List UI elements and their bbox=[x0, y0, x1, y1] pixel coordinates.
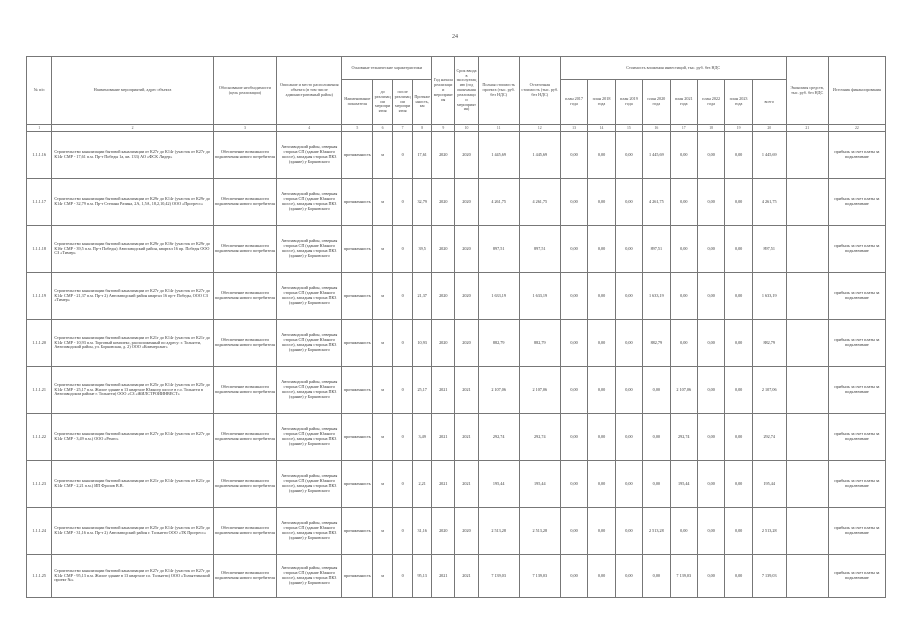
col-header-diameter: Протяженность, км bbox=[413, 80, 432, 125]
col-header-year-2023: план 2023 года bbox=[725, 80, 752, 125]
cell-start: 2020 bbox=[432, 226, 455, 273]
cell-y2018: 0,00 bbox=[588, 461, 615, 508]
cell-y2022: 0,00 bbox=[697, 179, 724, 226]
cell-source: прибыль за счет платы за подключение bbox=[828, 555, 885, 598]
column-number-1: 1 bbox=[27, 125, 52, 132]
cell-full-cost: 292,74 bbox=[478, 414, 519, 461]
cell-y2019: 0,00 bbox=[615, 179, 642, 226]
cell-y2017: 0,00 bbox=[560, 179, 587, 226]
cell-y2023: 0,00 bbox=[725, 367, 752, 414]
column-number-21: 21 bbox=[786, 125, 828, 132]
cell-y2019: 0,00 bbox=[615, 320, 642, 367]
cell-location: Автозаводский район, северная сторона СП (здание Южного шоссе), западная сторона ПК3 (здание) у Борковского bbox=[277, 179, 342, 226]
cell-y2018: 0,00 bbox=[588, 320, 615, 367]
cell-y2021: 0,00 bbox=[670, 132, 697, 179]
cell-y2020: 0,00 bbox=[643, 367, 670, 414]
cell-name: Строительство канализации бытовой канализации от К29г до К16г (участок от К29г до К16г СМР - 39,5 п.м. Пр-т Победы) Автозаводский район, квартал 16 пр. Победы ООО СЗ «Тимер» bbox=[52, 226, 213, 273]
cell-remaining: 1 633,19 bbox=[519, 273, 560, 320]
cell-source: прибыль за счет платы за подключение bbox=[828, 320, 885, 367]
cell-total: 2 513,28 bbox=[752, 508, 786, 555]
cell-start: 2020 bbox=[432, 273, 455, 320]
cell-y2018: 0,00 bbox=[588, 273, 615, 320]
cell-remaining: 195,44 bbox=[519, 461, 560, 508]
cell-source: прибыль за счет платы за подключение bbox=[828, 273, 885, 320]
cell-num: 1.1.1.19 bbox=[27, 273, 52, 320]
cell-unit: протяженность bbox=[342, 320, 373, 367]
cell-before: м bbox=[373, 461, 393, 508]
cell-source: прибыль за счет платы за подключение bbox=[828, 367, 885, 414]
cell-justification: Обеспечение возможности подключения нового потребителя bbox=[213, 320, 276, 367]
col-header-year-2019: план 2019 года bbox=[615, 80, 642, 125]
col-header-justification: Обоснование необходимости (цель реализации) bbox=[213, 57, 276, 125]
cell-num: 1.1.1.23 bbox=[27, 461, 52, 508]
cell-y2018: 0,00 bbox=[588, 226, 615, 273]
column-number-7: 7 bbox=[393, 125, 413, 132]
cell-location: Автозаводский район, северная сторона СП (здание Южного шоссе), западная сторона ПК3 (здание) у Борковского bbox=[277, 226, 342, 273]
cell-y2023: 0,00 bbox=[725, 132, 752, 179]
cell-after: 0 bbox=[393, 508, 413, 555]
cell-justification: Обеспечение возможности подключения нового потребителя bbox=[213, 179, 276, 226]
cell-after: 0 bbox=[393, 179, 413, 226]
cell-full-cost: 897,51 bbox=[478, 226, 519, 273]
cell-diameter: 10,93 bbox=[413, 320, 432, 367]
cell-y2018: 0,00 bbox=[588, 508, 615, 555]
cell-end: 2021 bbox=[455, 555, 478, 598]
cell-total: 195,44 bbox=[752, 461, 786, 508]
cell-num: 1.1.1.17 bbox=[27, 179, 52, 226]
col-header-year-2022: план 2022 года bbox=[697, 80, 724, 125]
column-number-12: 12 bbox=[519, 125, 560, 132]
cell-y2017: 0,00 bbox=[560, 367, 587, 414]
cell-before: м bbox=[373, 555, 393, 598]
cell-full-cost: 2 107,06 bbox=[478, 367, 519, 414]
cell-y2019: 0,00 bbox=[615, 132, 642, 179]
col-header-total: всего bbox=[752, 80, 786, 125]
cell-unit: протяженность bbox=[342, 273, 373, 320]
cell-start: 2021 bbox=[432, 555, 455, 598]
cell-after: 0 bbox=[393, 226, 413, 273]
cell-remaining: 7 139,03 bbox=[519, 555, 560, 598]
cell-total: 4 261,75 bbox=[752, 179, 786, 226]
cell-y2022: 0,00 bbox=[697, 508, 724, 555]
cell-y2020: 0,00 bbox=[643, 414, 670, 461]
cell-y2021: 0,00 bbox=[670, 508, 697, 555]
cell-end: 2020 bbox=[455, 179, 478, 226]
cell-location: Автозаводский район, северная сторона СП (здание Южного шоссе), западная сторона ПК3 (здание) у Борковского bbox=[277, 508, 342, 555]
cell-y2019: 0,00 bbox=[615, 555, 642, 598]
table-row bbox=[27, 508, 886, 555]
cell-y2023: 0,00 bbox=[725, 461, 752, 508]
cell-y2023: 0,00 bbox=[725, 414, 752, 461]
page-number: 24 bbox=[452, 34, 458, 40]
col-header-remaining-cost: Остаточная стоимость (тыс. руб. без НДС) bbox=[519, 57, 560, 125]
cell-justification: Обеспечение возможности подключения нового потребителя bbox=[213, 414, 276, 461]
cell-full-cost: 882,79 bbox=[478, 320, 519, 367]
cell-justification: Обеспечение возможности подключения нового потребителя bbox=[213, 367, 276, 414]
cell-y2023: 0,00 bbox=[725, 273, 752, 320]
investment-table bbox=[26, 56, 886, 598]
col-header-year-2020: план 2020 года bbox=[643, 80, 670, 125]
cell-full-cost: 1 445,69 bbox=[478, 132, 519, 179]
cell-y2020: 2 513,28 bbox=[643, 508, 670, 555]
table-row bbox=[27, 320, 886, 367]
col-header-year-2018: план 2018 года bbox=[588, 80, 615, 125]
cell-y2019: 0,00 bbox=[615, 367, 642, 414]
cell-diameter: 39,5 bbox=[413, 226, 432, 273]
cell-remaining: 2 107,06 bbox=[519, 367, 560, 414]
cell-before: м bbox=[373, 367, 393, 414]
table-row bbox=[27, 226, 886, 273]
cell-name: Строительство канализации бытовой канализации от К25г до К14г (участок от К25г до К14г СМР - 25,17 п.м. Жилое здание в 13 квартале Южного шоссе в г.о. Тольятти в Автозаводском районе г. Тольятти) ООО «СЗ «ЖИЛСТРОЙИНВЕСТ» bbox=[52, 367, 213, 414]
cell-y2020: 882,79 bbox=[643, 320, 670, 367]
cell-y2017: 0,00 bbox=[560, 320, 587, 367]
col-header-year-2017: план 2017 года bbox=[560, 80, 587, 125]
cell-y2020: 1 633,19 bbox=[643, 273, 670, 320]
cell-justification: Обеспечение возможности подключения нового потребителя bbox=[213, 508, 276, 555]
cell-y2018: 0,00 bbox=[588, 367, 615, 414]
cell-name: Строительство канализации бытовой канализации от К27г до К14г (участок от К27г до К14г СМР - 17,61 п.м. Пр-т Победы 1а, кв. 133) АО «ФСК Лидер» bbox=[52, 132, 213, 179]
cell-excluded bbox=[786, 320, 828, 367]
cell-location: Автозаводский район, северная сторона СП (здание Южного шоссе), западная сторона ПК3 (здание) у Борковского bbox=[277, 320, 342, 367]
cell-start: 2021 bbox=[432, 461, 455, 508]
cell-excluded bbox=[786, 367, 828, 414]
cell-num: 1.1.1.16 bbox=[27, 132, 52, 179]
cell-remaining: 2 513,28 bbox=[519, 508, 560, 555]
cell-y2017: 0,00 bbox=[560, 226, 587, 273]
column-number-row bbox=[27, 125, 886, 132]
cell-y2022: 0,00 bbox=[697, 555, 724, 598]
cell-full-cost: 4 261,75 bbox=[478, 179, 519, 226]
cell-diameter: 3,49 bbox=[413, 414, 432, 461]
column-number-11: 11 bbox=[478, 125, 519, 132]
cell-before: м bbox=[373, 273, 393, 320]
cell-y2020: 0,00 bbox=[643, 461, 670, 508]
cell-name: Строительство канализации бытовой канализации от К27г до К14г (участок от К27г до К14г СМР - 3,49 п.м.) ООО «Ренго» bbox=[52, 414, 213, 461]
cell-name: Строительство канализации бытовой канализации от К27г до К14г (участок от К27г до К14г СМР - 21,37 п.м. Пр-т 2) Автозаводский район квартал 16 пр-т Победы, ООО СЗ «Тимер» bbox=[52, 273, 213, 320]
table-row bbox=[27, 461, 886, 508]
cell-y2020: 1 445,69 bbox=[643, 132, 670, 179]
cell-diameter: 32,79 bbox=[413, 179, 432, 226]
column-number-5: 5 bbox=[342, 125, 373, 132]
cell-num: 1.1.1.25 bbox=[27, 555, 52, 598]
column-number-18: 18 bbox=[697, 125, 724, 132]
table-row bbox=[27, 555, 886, 598]
cell-end: 2020 bbox=[455, 226, 478, 273]
cell-num: 1.1.1.22 bbox=[27, 414, 52, 461]
cell-diameter: 31,16 bbox=[413, 508, 432, 555]
col-header-before: до реализации мероприятия bbox=[373, 80, 393, 125]
cell-y2023: 0,00 bbox=[725, 555, 752, 598]
cell-remaining: 897,51 bbox=[519, 226, 560, 273]
cell-end: 2021 bbox=[455, 367, 478, 414]
cell-before: м bbox=[373, 508, 393, 555]
column-number-6: 6 bbox=[373, 125, 393, 132]
cell-full-cost: 7 139,03 bbox=[478, 555, 519, 598]
cell-y2017: 0,00 bbox=[560, 273, 587, 320]
cell-name: Строительство канализации бытовой канализации от К21г до К14г (участок от К21г до К14г СМР - 2,21 п.м.) ИП Фролов В.В. bbox=[52, 461, 213, 508]
column-number-19: 19 bbox=[725, 125, 752, 132]
cell-remaining: 1 445,69 bbox=[519, 132, 560, 179]
col-header-start-year: Год начала реализации мероприятия bbox=[432, 57, 455, 125]
cell-after: 0 bbox=[393, 555, 413, 598]
table-row bbox=[27, 179, 886, 226]
cell-excluded bbox=[786, 179, 828, 226]
cell-y2021: 0,00 bbox=[670, 320, 697, 367]
cell-diameter: 17,61 bbox=[413, 132, 432, 179]
cell-diameter: 21,37 bbox=[413, 273, 432, 320]
cell-y2019: 0,00 bbox=[615, 273, 642, 320]
cell-remaining: 4 261,75 bbox=[519, 179, 560, 226]
cell-y2019: 0,00 bbox=[615, 508, 642, 555]
cell-y2020: 0,00 bbox=[643, 555, 670, 598]
column-number-8: 8 bbox=[413, 125, 432, 132]
cell-after: 0 bbox=[393, 461, 413, 508]
cell-y2022: 0,00 bbox=[697, 367, 724, 414]
cell-unit: протяженность bbox=[342, 414, 373, 461]
cell-total: 2 107,06 bbox=[752, 367, 786, 414]
column-number-15: 15 bbox=[615, 125, 642, 132]
cell-source: прибыль за счет платы за подключение bbox=[828, 226, 885, 273]
table-row bbox=[27, 414, 886, 461]
column-number-4: 4 bbox=[277, 125, 342, 132]
cell-num: 1.1.1.18 bbox=[27, 226, 52, 273]
cell-location: Автозаводский район, северная сторона СП (здание Южного шоссе), западная сторона ПК3 (здание) у Борковского bbox=[277, 555, 342, 598]
col-header-unit: Наименование показателя bbox=[342, 80, 373, 125]
cell-start: 2021 bbox=[432, 367, 455, 414]
cell-total: 292,74 bbox=[752, 414, 786, 461]
cell-y2022: 0,00 bbox=[697, 320, 724, 367]
cell-unit: протяженность bbox=[342, 132, 373, 179]
cell-name: Строительство канализации бытовой канализации от К25г до К14г (участок от К25г до К14г СМР - 31,16 п.м. Пр-т 2) Автозаводский район г. Тольятти ООО «ТК Прогресс» bbox=[52, 508, 213, 555]
cell-source: прибыль за счет платы за подключение bbox=[828, 179, 885, 226]
col-header-name: Наименование мероприятий, адрес объекта bbox=[52, 57, 213, 125]
cell-before: м bbox=[373, 179, 393, 226]
cell-after: 0 bbox=[393, 132, 413, 179]
cell-before: м bbox=[373, 414, 393, 461]
cell-excluded bbox=[786, 555, 828, 598]
cell-end: 2021 bbox=[455, 414, 478, 461]
cell-unit: протяженность bbox=[342, 555, 373, 598]
cell-location: Автозаводский район, северная сторона СП (здание Южного шоссе), западная сторона ПК3 (здание) у Борковского bbox=[277, 414, 342, 461]
cell-y2017: 0,00 bbox=[560, 461, 587, 508]
cell-y2018: 0,00 bbox=[588, 414, 615, 461]
cell-excluded bbox=[786, 461, 828, 508]
column-number-10: 10 bbox=[455, 125, 478, 132]
cell-excluded bbox=[786, 508, 828, 555]
cell-y2021: 195,44 bbox=[670, 461, 697, 508]
col-header-number: № п/п bbox=[27, 57, 52, 125]
cell-source: прибыль за счет платы за подключение bbox=[828, 461, 885, 508]
cell-total: 882,79 bbox=[752, 320, 786, 367]
cell-y2021: 7 139,03 bbox=[670, 555, 697, 598]
cell-y2017: 0,00 bbox=[560, 508, 587, 555]
cell-num: 1.1.1.21 bbox=[27, 367, 52, 414]
cell-y2021: 292,74 bbox=[670, 414, 697, 461]
col-header-financing-group: Стоимость вложения инвестиций, тыс. руб. без НДС bbox=[560, 57, 786, 80]
cell-justification: Обеспечение возможности подключения нового потребителя bbox=[213, 273, 276, 320]
cell-location: Автозаводский район, северная сторона СП (здание Южного шоссе), западная сторона ПК3 (здание) у Борковского bbox=[277, 461, 342, 508]
cell-excluded bbox=[786, 273, 828, 320]
cell-total: 897,51 bbox=[752, 226, 786, 273]
cell-y2022: 0,00 bbox=[697, 226, 724, 273]
cell-remaining: 882,79 bbox=[519, 320, 560, 367]
cell-before: м bbox=[373, 132, 393, 179]
column-number-2: 2 bbox=[52, 125, 213, 132]
cell-y2021: 0,00 bbox=[670, 179, 697, 226]
col-header-funding-source: Источник финансирования bbox=[828, 57, 885, 125]
column-number-22: 22 bbox=[828, 125, 885, 132]
cell-after: 0 bbox=[393, 367, 413, 414]
cell-justification: Обеспечение возможности подключения нового потребителя bbox=[213, 226, 276, 273]
cell-after: 0 bbox=[393, 320, 413, 367]
cell-unit: протяженность bbox=[342, 461, 373, 508]
cell-y2019: 0,00 bbox=[615, 461, 642, 508]
col-header-tech-group: Основные технические характеристики bbox=[342, 57, 432, 80]
column-number-16: 16 bbox=[643, 125, 670, 132]
cell-y2023: 0,00 bbox=[725, 179, 752, 226]
column-number-17: 17 bbox=[670, 125, 697, 132]
cell-y2020: 897,51 bbox=[643, 226, 670, 273]
cell-y2021: 2 107,06 bbox=[670, 367, 697, 414]
cell-diameter: 2,21 bbox=[413, 461, 432, 508]
cell-diameter: 95,13 bbox=[413, 555, 432, 598]
cell-y2022: 0,00 bbox=[697, 273, 724, 320]
cell-excluded bbox=[786, 226, 828, 273]
table-row bbox=[27, 132, 886, 179]
column-number-13: 13 bbox=[560, 125, 587, 132]
cell-start: 2020 bbox=[432, 132, 455, 179]
cell-y2019: 0,00 bbox=[615, 226, 642, 273]
cell-name: Строительство канализации бытовой канализации от К21г до К14г (участок от К21г до К14г СМР - 10,93 п.м. Торговый комплекс, расположенный по адресу: г. Тольятти, Автозаводский район, ул. Борковская, д. 2) ООО «Коммерсант» bbox=[52, 320, 213, 367]
cell-after: 0 bbox=[393, 273, 413, 320]
cell-source: прибыль за счет платы за подключение bbox=[828, 508, 885, 555]
cell-full-cost: 1 633,19 bbox=[478, 273, 519, 320]
col-header-excluded: Экономия средств, тыс. руб. без НДС bbox=[786, 57, 828, 125]
cell-y2017: 0,00 bbox=[560, 132, 587, 179]
cell-y2023: 0,00 bbox=[725, 320, 752, 367]
cell-justification: Обеспечение возможности подключения нового потребителя bbox=[213, 132, 276, 179]
cell-y2023: 0,00 bbox=[725, 508, 752, 555]
cell-full-cost: 2 513,28 bbox=[478, 508, 519, 555]
cell-start: 2020 bbox=[432, 320, 455, 367]
cell-unit: протяженность bbox=[342, 367, 373, 414]
cell-y2021: 0,00 bbox=[670, 226, 697, 273]
cell-location: Автозаводский район, северная сторона СП (здание Южного шоссе), западная сторона ПК3 (здание) у Борковского bbox=[277, 132, 342, 179]
col-header-end-year: Срок ввода в эксплуатацию (год окончания реализации мероприятия) bbox=[455, 57, 478, 125]
column-number-9: 9 bbox=[432, 125, 455, 132]
cell-y2020: 4 261,75 bbox=[643, 179, 670, 226]
cell-y2018: 0,00 bbox=[588, 132, 615, 179]
cell-excluded bbox=[786, 132, 828, 179]
cell-end: 2021 bbox=[455, 461, 478, 508]
cell-total: 1 633,19 bbox=[752, 273, 786, 320]
col-header-location: Описание и место расположения объекта (в том числе административный район) bbox=[277, 57, 342, 125]
table-row bbox=[27, 367, 886, 414]
col-header-full-cost: Полная стоимость проекта (тыс. руб. без НДС) bbox=[478, 57, 519, 125]
cell-before: м bbox=[373, 320, 393, 367]
cell-justification: Обеспечение возможности подключения нового потребителя bbox=[213, 461, 276, 508]
cell-diameter: 25,17 bbox=[413, 367, 432, 414]
col-header-after: после реализации мероприятия bbox=[393, 80, 413, 125]
cell-location: Автозаводский район, северная сторона СП (здание Южного шоссе), западная сторона ПК3 (здание) у Борковского bbox=[277, 367, 342, 414]
cell-start: 2020 bbox=[432, 179, 455, 226]
cell-start: 2020 bbox=[432, 508, 455, 555]
cell-source: прибыль за счет платы за подключение bbox=[828, 132, 885, 179]
cell-unit: протяженность bbox=[342, 179, 373, 226]
cell-num: 1.1.1.24 bbox=[27, 508, 52, 555]
cell-y2022: 0,00 bbox=[697, 414, 724, 461]
cell-y2023: 0,00 bbox=[725, 226, 752, 273]
cell-before: м bbox=[373, 226, 393, 273]
cell-total: 1 445,69 bbox=[752, 132, 786, 179]
cell-y2018: 0,00 bbox=[588, 179, 615, 226]
cell-justification: Обеспечение возможности подключения нового потребителя bbox=[213, 555, 276, 598]
cell-remaining: 292,74 bbox=[519, 414, 560, 461]
cell-end: 2020 bbox=[455, 132, 478, 179]
cell-end: 2020 bbox=[455, 508, 478, 555]
cell-location: Автозаводский район, северная сторона СП (здание Южного шоссе), западная сторона ПК3 (здание) у Борковского bbox=[277, 273, 342, 320]
cell-excluded bbox=[786, 414, 828, 461]
cell-source: прибыль за счет платы за подключение bbox=[828, 414, 885, 461]
cell-name: Строительство канализации бытовой канализации от К27г до К14г (участок от К27г до К14г СМР - 95,13 п.м. Жилое здание в 13 квартале г.о. Тольятти) ООО «Тольяттинский проект №» bbox=[52, 555, 213, 598]
cell-y2017: 0,00 bbox=[560, 555, 587, 598]
cell-unit: протяженность bbox=[342, 226, 373, 273]
cell-total: 7 139,03 bbox=[752, 555, 786, 598]
cell-y2019: 0,00 bbox=[615, 414, 642, 461]
cell-y2021: 0,00 bbox=[670, 273, 697, 320]
cell-y2022: 0,00 bbox=[697, 132, 724, 179]
column-number-20: 20 bbox=[752, 125, 786, 132]
cell-unit: протяженность bbox=[342, 508, 373, 555]
column-number-14: 14 bbox=[588, 125, 615, 132]
table-row bbox=[27, 273, 886, 320]
cell-end: 2020 bbox=[455, 273, 478, 320]
cell-y2017: 0,00 bbox=[560, 414, 587, 461]
cell-full-cost: 195,44 bbox=[478, 461, 519, 508]
cell-y2018: 0,00 bbox=[588, 555, 615, 598]
cell-start: 2021 bbox=[432, 414, 455, 461]
cell-num: 1.1.1.20 bbox=[27, 320, 52, 367]
col-header-year-2021: план 2021 года bbox=[670, 80, 697, 125]
cell-name: Строительство канализации бытовой канализации от К29г до К14г (участок от К29г до К14г СМР - 32,79 п.м. Пр-т Степана Разина, 2А, 1,5А, 18,2,10,42) ООО «Прогресс» bbox=[52, 179, 213, 226]
cell-end: 2020 bbox=[455, 320, 478, 367]
column-number-3: 3 bbox=[213, 125, 276, 132]
cell-y2022: 0,00 bbox=[697, 461, 724, 508]
cell-after: 0 bbox=[393, 414, 413, 461]
